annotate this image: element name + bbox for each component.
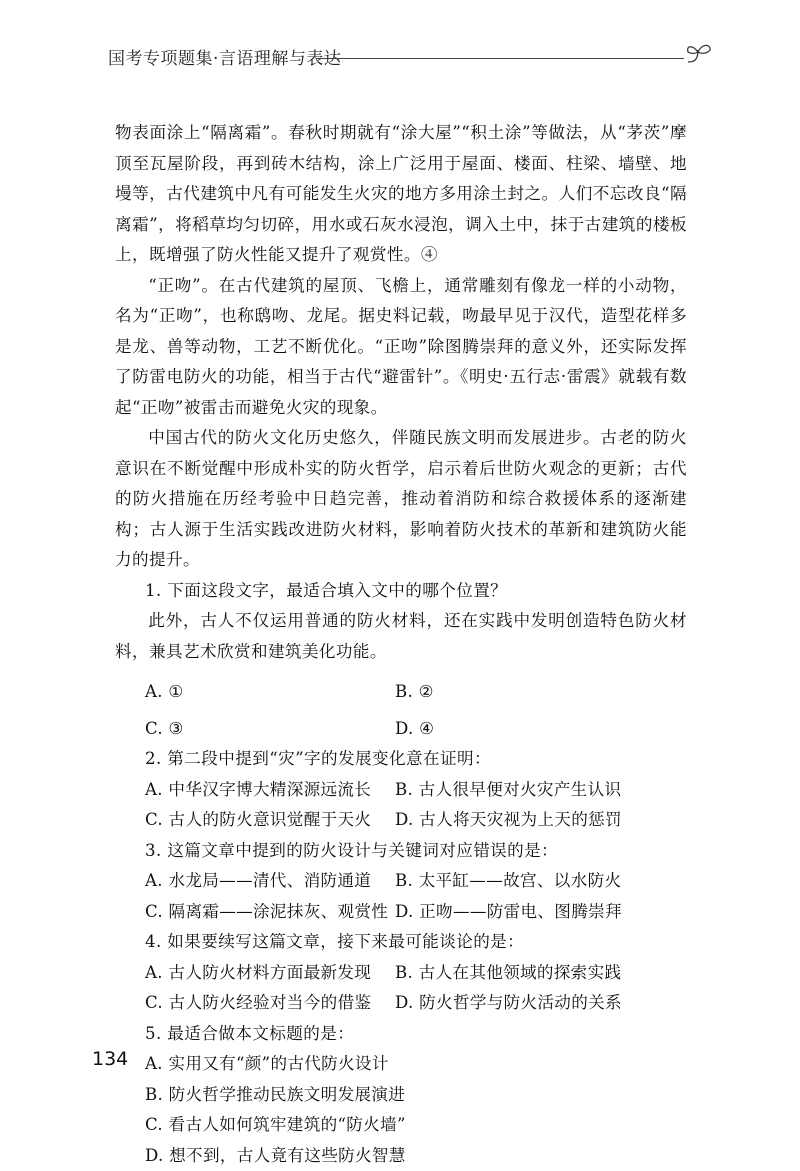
question-2-title: 2. 第二段中提到“灾”字的发展变化意在证明： <box>115 744 687 775</box>
header-title: 国考专项题集·言语理解与表达 <box>108 44 341 69</box>
question-1-option-c: C. ③ <box>145 714 395 745</box>
question-2-option-b: B. 古人很早便对火灾产生认识 <box>395 775 685 806</box>
question-2-option-a: A. 中华汉字博大精深源远流长 <box>145 775 395 806</box>
question-3-option-a: A. 水龙局——清代、消防通道 <box>145 866 395 897</box>
question-5-option-a: A. 实用又有“颜”的古代防火设计 <box>115 1049 687 1080</box>
question-1-options <box>115 677 687 708</box>
question-5-option-c: C. 看古人如何筑牢建筑的“防火墙” <box>115 1110 687 1141</box>
question-4-option-a: A. 古人防火材料方面最新发现 <box>145 958 395 989</box>
page-body <box>115 118 687 1171</box>
question-4-options <box>115 958 687 1019</box>
sprout-icon <box>684 40 714 72</box>
question-1 <box>115 576 687 745</box>
paragraph-conclusion: 中国古代的防火文化历史悠久，伴随民族文明而发展进步。古老的防火意识在不断觉醒中形成朴实的防火哲学，启示着后世防火观念的更新；古代的防火措施在历经考验中日趋完善，推动着消防和综合救援体系的逐渐建构；古人源于生活实践改进防火材料，影响着防火技术的革新和建筑防火能力的提升。 <box>115 423 687 576</box>
header-rule <box>316 58 684 59</box>
paragraph-zhengwen: “正吻”。在古代建筑的屋顶、飞檐上，通常雕刻有像龙一样的小动物，名为“正吻”，也称鸱吻、龙尾。据史料记载，吻最早见于汉代，造型花样多是龙、兽等动物，工艺不断优化。“正吻”除图腾崇拜的意义外，还实际发挥了防雷电防火的功能，相当于古代“避雷针”。《明史·五行志·雷震》就载有数起“正吻”被雷击而避免火灾的现象。 <box>115 271 687 424</box>
question-1-option-b: B. ② <box>395 677 685 708</box>
question-3-option-b: B. 太平缸——故宫、以水防火 <box>395 866 685 897</box>
question-5-title: 5. 最适合做本文标题的是： <box>115 1019 687 1050</box>
question-4 <box>115 927 687 1019</box>
question-3-option-d: D. 正吻——防雷电、图腾崇拜 <box>395 897 685 928</box>
question-1-title: 1. 下面这段文字，最适合填入文中的哪个位置？ <box>115 576 687 607</box>
question-5 <box>115 1019 687 1171</box>
question-2-option-d: D. 古人将天灾视为上天的惩罚 <box>395 805 685 836</box>
running-header <box>108 40 708 80</box>
question-3-option-c: C. 隔离霜——涂泥抹灰、观赏性 <box>145 897 395 928</box>
question-2-options <box>115 775 687 836</box>
page-number: 134 <box>92 1048 128 1070</box>
question-3 <box>115 836 687 928</box>
question-4-option-c: C. 古人防火经验对当今的借鉴 <box>145 988 395 1019</box>
question-3-options <box>115 866 687 927</box>
question-1-options-row2 <box>115 714 687 745</box>
question-1-option-d: D. ④ <box>395 714 685 745</box>
question-1-option-a: A. ① <box>145 677 395 708</box>
question-5-option-d: D. 想不到，古人竟有这些防火智慧 <box>115 1141 687 1171</box>
question-2 <box>115 744 687 836</box>
question-2-option-c: C. 古人的防火意识觉醒于天火 <box>145 805 395 836</box>
question-4-option-d: D. 防火哲学与防火活动的关系 <box>395 988 685 1019</box>
question-1-stem: 此外，古人不仅运用普通的防火材料，还在实践中发明创造特色防火材料，兼具艺术欣赏和建筑美化功能。 <box>115 606 687 667</box>
paragraph-continued: 物表面涂上“隔离霜”。春秋时期就有“涂大屋”“积土涂”等做法，从“茅茨”摩顶至瓦屋阶段，再到砖木结构，涂上广泛用于屋面、楼面、柱梁、墙壁、地墁等，古代建筑中凡有可能发生火灾的地方多用涂土封之。人们不忘改良“隔离霜”，将稻草均匀切碎，用水或石灰水浸泡，调入土中，抹于古建筑的楼板上，既增强了防火性能又提升了观赏性。④ <box>115 118 687 271</box>
question-4-title: 4. 如果要续写这篇文章，接下来最可能谈论的是： <box>115 927 687 958</box>
question-3-title: 3. 这篇文章中提到的防火设计与关键词对应错误的是： <box>115 836 687 867</box>
question-4-option-b: B. 古人在其他领域的探索实践 <box>395 958 685 989</box>
question-5-option-b: B. 防火哲学推动民族文明发展演进 <box>115 1080 687 1111</box>
